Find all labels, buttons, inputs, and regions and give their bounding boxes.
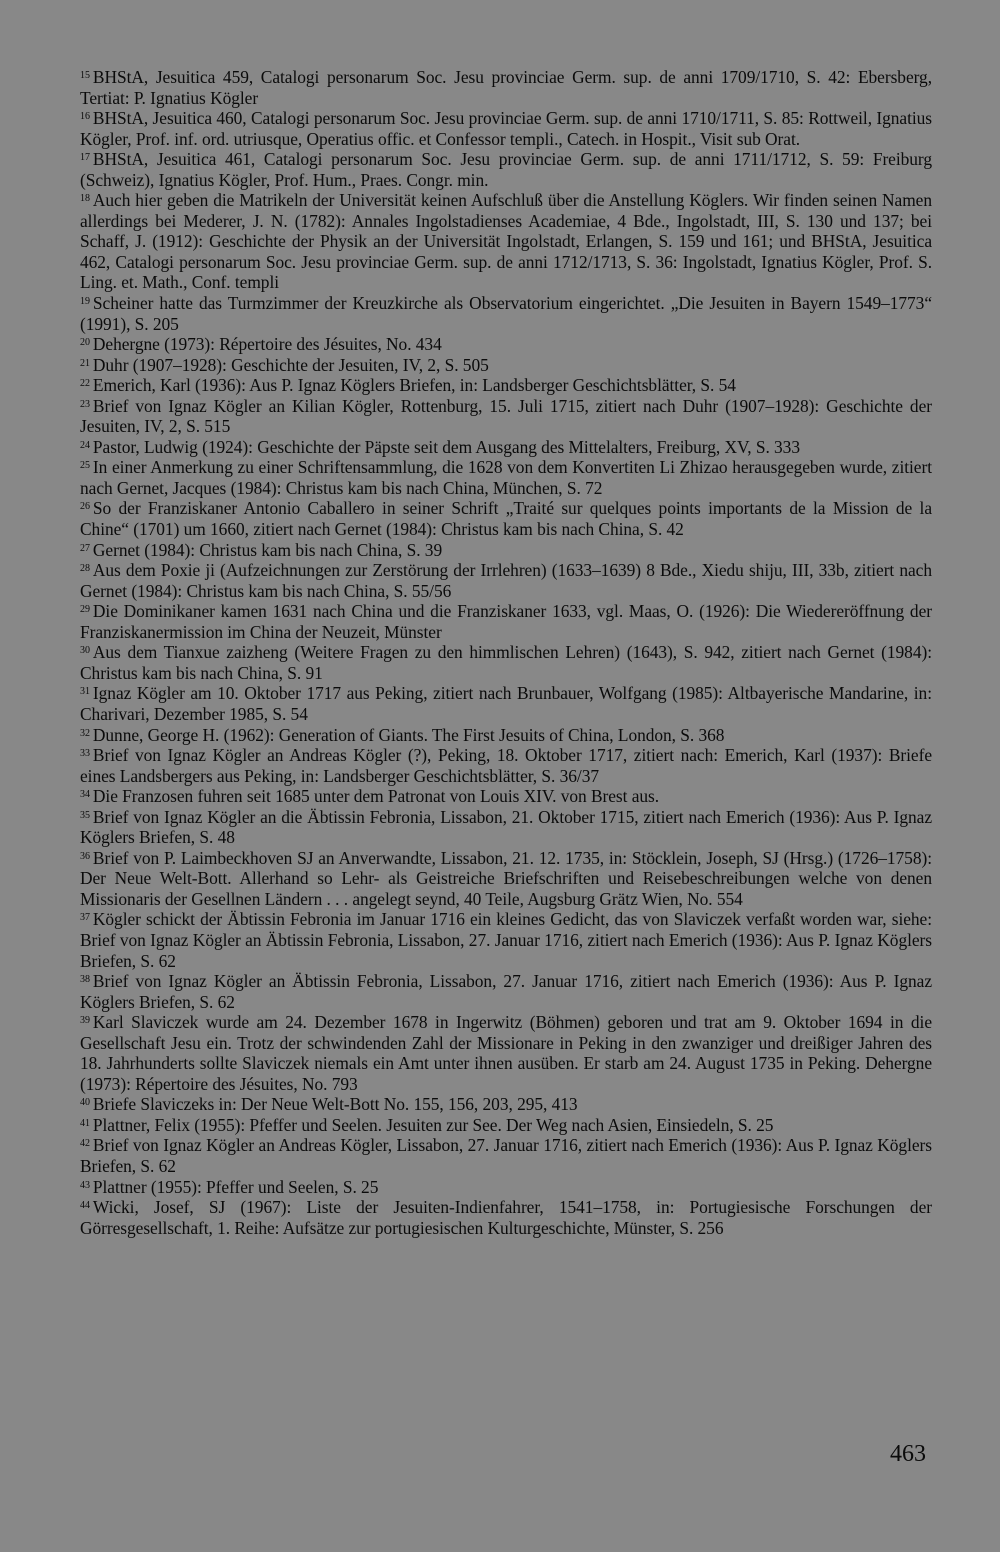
footnote-text: Duhr (1907–1928): Geschichte der Jesuiten, IV, 2, S. 505 — [92, 354, 489, 375]
footnote-number: 21 — [80, 357, 90, 369]
footnote-text: Briefe Slaviczeks in: Der Neue Welt-Bott No. 155, 156, 203, 295, 413 — [92, 1094, 578, 1115]
footnote-text: BHStA, Jesuitica 459, Catalogi personarum Soc. Jesu provinciae Germ. sup. de anni 1709/1710, S. 42: Ebersberg, Tertiat: P. Ignatius Kögler — [80, 67, 932, 108]
footnote — [80, 457, 932, 498]
footnote — [80, 848, 932, 910]
footnote-number: 27 — [80, 542, 90, 554]
footnote-text: Emerich, Karl (1936): Aus P. Ignaz Köglers Briefen, in: Landsberger Geschichtsblätter, S. 54 — [92, 375, 736, 396]
footnote — [80, 108, 932, 149]
footnote-number: 15 — [80, 70, 90, 81]
footnote — [80, 909, 932, 971]
footnote — [80, 642, 932, 683]
footnote-text: In einer Anmerkung zu einer Schriftensammlung, die 1628 von dem Konvertiten Li Zhizao herausgegeben wurde, zitiert nach Gernet, Jacques (1984): Christus kam bis nach China, München, S. 72 — [80, 457, 932, 498]
footnote-number: 16 — [80, 111, 90, 123]
footnote-number: 30 — [80, 645, 90, 657]
footnote-text: Brief von Ignaz Kögler an Äbtissin Febronia, Lissabon, 27. Januar 1716, zitiert nach Emerich (1936): Aus P. Ignaz Köglers Briefen, S. 62 — [80, 971, 932, 1012]
footnote — [80, 1135, 932, 1176]
footnote — [80, 355, 932, 376]
footnote-text: BHStA, Jesuitica 461, Catalogi personarum Soc. Jesu provinciae Germ. sup. de anni 1711/1712, S. 59: Freiburg (Schweiz), Ignatius Kögler, Prof. Hum., Praes. Congr. min. — [80, 149, 932, 190]
footnote-number: 38 — [80, 974, 90, 986]
footnote-text: Die Franzosen fuhren seit 1685 unter dem Patronat von Louis XIV. von Brest aus. — [92, 786, 660, 807]
footnote — [80, 1177, 932, 1198]
footnote-number: 26 — [80, 501, 90, 513]
footnote-text: Pastor, Ludwig (1924): Geschichte der Päpste seit dem Ausgang des Mittelalters, Freiburg, XV, S. 333 — [92, 436, 800, 457]
footnote-text: Brief von Ignaz Kögler an Andreas Kögler, Lissabon, 27. Januar 1716, zitiert nach Emerich (1936): Aus P. Ignaz Köglers Briefen, S. 62 — [80, 1135, 932, 1176]
footnote-text: Die Dominikaner kamen 1631 nach China und die Franziskaner 1633, vgl. Maas, O. (1926): Die Wiedereröffnung der Franziskanermission im China der Neuzeit, Münster — [80, 601, 932, 642]
footnote-number: 40 — [80, 1097, 90, 1109]
footnote-number: 37 — [80, 912, 90, 924]
footnote — [80, 334, 932, 355]
footnote — [80, 396, 932, 437]
footnote — [80, 67, 932, 108]
footnote-number: 17 — [80, 152, 90, 164]
page-number: 463 — [890, 1441, 926, 1467]
footnote-number: 31 — [80, 686, 90, 698]
footnote — [80, 725, 932, 746]
footnotes-list — [80, 67, 932, 1238]
footnote — [80, 745, 932, 786]
footnote-number: 33 — [80, 748, 90, 760]
footnote-number: 25 — [80, 460, 90, 472]
footnote-text: Scheiner hatte das Turmzimmer der Kreuzkirche als Observatorium eingerichtet. „Die Jesuiten in Bayern 1549–1773“ (1991), S. 205 — [80, 293, 932, 334]
footnote — [80, 807, 932, 848]
footnote-text: Wicki, Josef, SJ (1967): Liste der Jesuiten-Indienfahrer, 1541–1758, in: Portugiesische Forschungen der Görresgesellschaft, 1. Reihe: Aufsätze zur portugiesischen Kulturgeschichte, Münster, S. 256 — [80, 1197, 932, 1238]
footnote — [80, 1197, 932, 1238]
footnote-text: Brief von Ignaz Kögler an die Äbtissin Febronia, Lissabon, 21. Oktober 1715, zitiert nach Emerich (1936): Aus P. Ignaz Köglers Briefen, S. 48 — [80, 806, 932, 848]
footnote-number: 18 — [80, 193, 90, 205]
footnote — [80, 560, 932, 601]
footnote-text: Brief von Ignaz Kögler an Andreas Kögler (?), Peking, 18. Oktober 1717, zitiert nach: Emerich, Karl (1937): Briefe eines Landsbergers aus Peking, in: Landsberger Geschichtsblätter, S. 36/37 — [80, 745, 932, 786]
footnote-number: 43 — [80, 1179, 90, 1191]
footnote-text: Dunne, George H. (1962): Generation of Giants. The First Jesuits of China, London, S. 368 — [92, 724, 725, 745]
footnote-text: Plattner, Felix (1955): Pfeffer und Seelen. Jesuiten zur See. Der Weg nach Asien, Einsiedeln, S. 25 — [92, 1114, 774, 1135]
footnote-text: Aus dem Poxie ji (Aufzeichnungen zur Zerstörung der Irrlehren) (1633–1639) 8 Bde., Xiedu shiju, III, 33b, zitiert nach Gernet (1984): Christus kam bis nach China, S. 55/56 — [80, 560, 932, 601]
footnote-text: BHStA, Jesuitica 460, Catalogi personarum Soc. Jesu provinciae Germ. sup. de anni 1710/1711, S. 85: Rottweil, Ignatius Kögler, Prof. inf. ord. utriusque, Operatius offic. et Confessor templi., Catech. in Hospit., Visit sub Orat. — [80, 108, 932, 149]
footnote-number: 39 — [80, 1015, 90, 1027]
footnote — [80, 786, 932, 807]
footnote — [80, 601, 932, 642]
footnote-number: 34 — [80, 789, 90, 801]
footnote-text: Plattner (1955): Pfeffer und Seelen, S. 25 — [92, 1176, 379, 1197]
footnote-number: 44 — [80, 1200, 90, 1212]
footnote-text: Kögler schickt der Äbtissin Febronia im Januar 1716 ein kleines Gedicht, das von Slaviczek verfaßt worden war, siehe: Brief von Ignaz Kögler an Äbtissin Febronia, Lissabon, 27. Januar 1716, zitiert nach Emerich (1936): Aus P. Ignaz Köglers Briefen, S. 62 — [80, 909, 932, 971]
footnote-number: 29 — [80, 604, 90, 616]
footnote-text: Aus dem Tianxue zaizheng (Weitere Fragen zu den himmlischen Lehren) (1643), S. 942, zitiert nach Gernet (1984): Christus kam bis nach China, S. 91 — [80, 642, 932, 683]
footnote-text: Auch hier geben die Matrikeln der Universität keinen Aufschluß über die Anstellung Köglers. Wir finden seinen Namen allerdings bei Mederer, J. N. (1782): Annales Ingolstadienses Academiae, 4 Bde., Ingolstadt, III, S. 130 und 137; bei Schaff, J. (1912): Geschichte der Physik an der Universität Ingolstadt, Erlangen, S. 159 und 161; und BHStA, Jesuitica 462, Catalogi personarum Soc. Jesu provinciae Germ. sup. de anni 1712/1713, S. 36: Ingolstadt, Ignatius Kögler, Prof. S. Ling. et. Math., Conf. templi — [80, 190, 932, 293]
footnote — [80, 149, 932, 190]
footnote — [80, 190, 932, 293]
footnote-text: Brief von P. Laimbeckhoven SJ an Anverwandte, Lissabon, 21. 12. 1735, in: Stöcklein, Joseph, SJ (Hrsg.) (1726–1758): Der Neue Welt-Bott. Allerhand so Lehr- als Geistreiche Briefschriften und Reisebeschreibungen welche von denen Missionaris der Gesellnen Ländern . . . angelegt seynd, 40 Teile, Augsburg Grätz Wien, No. 554 — [80, 847, 932, 909]
footnote-number: 32 — [80, 727, 90, 739]
footnote — [80, 375, 932, 396]
footnote-text: Gernet (1984): Christus kam bis nach China, S. 39 — [92, 539, 443, 560]
footnote-text: Brief von Ignaz Kögler an Kilian Kögler, Rottenburg, 15. Juli 1715, zitiert nach Duhr (1907–1928): Geschichte der Jesuiten, IV, 2, S. 515 — [80, 395, 932, 437]
footnote-text: Dehergne (1973): Répertoire des Jésuites, No. 434 — [92, 334, 442, 355]
footnote-number: 23 — [80, 398, 90, 410]
footnote-text: So der Franziskaner Antonio Caballero in seiner Schrift „Traité sur quelques points importants de la Mission de la Chine“ (1701) um 1660, zitiert nach Gernet (1984): Christus kam bis nach China, S. 42 — [80, 498, 932, 540]
footnote — [80, 683, 932, 724]
footnote-text: Ignaz Kögler am 10. Oktober 1717 aus Peking, zitiert nach Brunbauer, Wolfgang (1985): Altbayerische Mandarine, in: Charivari, Dezember 1985, S. 54 — [80, 683, 932, 724]
footnote-text: Karl Slaviczek wurde am 24. Dezember 1678 in Ingerwitz (Böhmen) geboren und trat am 9. Oktober 1694 in die Gesellschaft Jesu ein. Trotz der schwindenden Zahl der Missionare in Peking in den zwanziger und dreißiger Jahren des 18. Jahrhunderts sollte Slaviczek niemals ein Amt unter ihnen ausüben. Er starb am 24. August 1735 in Peking. Dehergne (1973): Répertoire des Jésuites, No. 793 — [80, 1012, 932, 1094]
footnote — [80, 971, 932, 1012]
footnote-number: 24 — [80, 439, 90, 451]
footnote-number: 36 — [80, 850, 90, 862]
footnote-number: 19 — [80, 296, 90, 308]
footnote-number: 22 — [80, 378, 90, 390]
footnote-number: 41 — [80, 1117, 90, 1129]
footnote — [80, 1115, 932, 1136]
footnote — [80, 1094, 932, 1115]
footnote-number: 42 — [80, 1138, 90, 1150]
footnote — [80, 540, 932, 561]
footnote — [80, 293, 932, 334]
footnote — [80, 437, 932, 458]
footnote — [80, 1012, 932, 1094]
footnote-number: 35 — [80, 809, 90, 821]
footnote-number: 20 — [80, 337, 90, 349]
footnote-number: 28 — [80, 563, 90, 575]
footnote — [80, 498, 932, 539]
